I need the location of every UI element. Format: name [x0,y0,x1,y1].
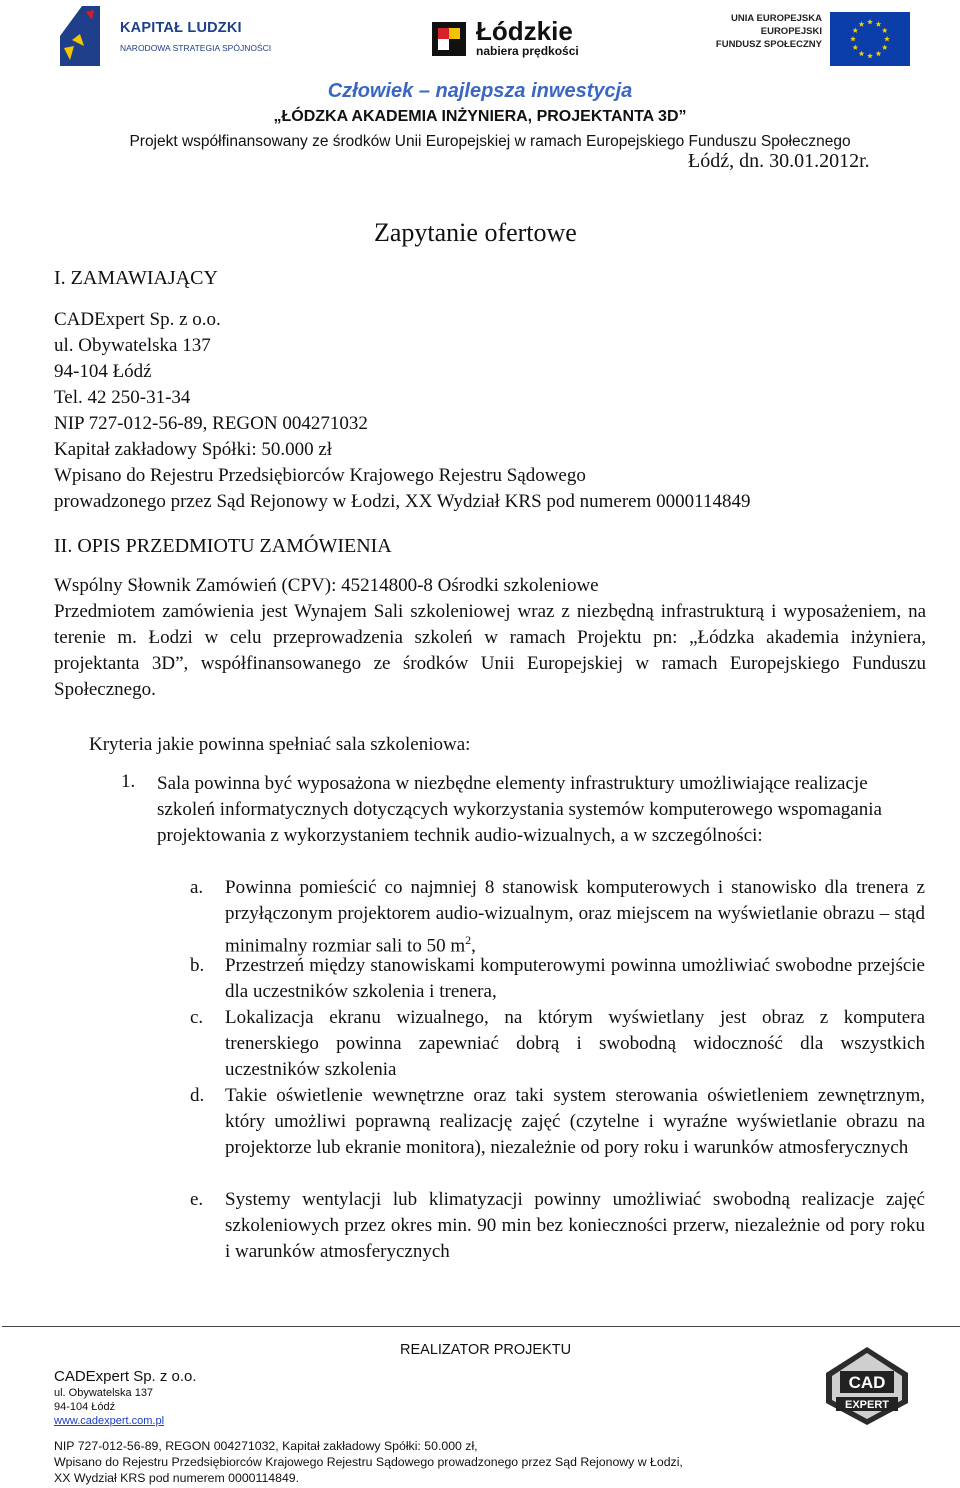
subitem-a-text [225,875,925,959]
eu-logo-text [712,12,822,51]
eu-flag-icon [830,12,910,66]
criteria-item-text: Sala powinna być wyposażona w niezbędne elementy infrastruktury umożliwiające realizacje szkoleń informatycznych dotyczących wykorzystania systemów komputerowego wspomagania projektowania z wykorzystaniem technik audio-wizualnych, a w szczególności: [157,773,882,846]
cad-logo-top-text: CAD [848,1373,886,1392]
subitem-b-letter: b. [190,955,205,976]
subitem-e-text: Systemy wentylacji lub klimatyzacji powinny umożliwiać swobodną realizacje zajęć szkoleniowych przez okres min. 90 min bez konieczności przerw, niezależnie od pory roku i warunków atmosferycznych [225,1189,925,1262]
footer-legal-line2: Wpisano do Rejestru Przedsiębiorców Krajowego Rejestru Sądowego prowadzonego przez Sąd Rejonowy w Łodzi, [54,1455,683,1469]
cofinancing-note: Projekt współfinansowany ze środków Unii Europejskiej w ramach Europejskiego Funduszu Społecznego [129,133,851,150]
eu-logo-line3: FUNDUSZ SPOŁECZNY [715,39,822,50]
footer-divider [2,1326,960,1327]
footer-website-link[interactable]: www.cadexpert.com.pl [54,1415,165,1427]
lodzkie-logo [432,18,592,58]
subitem-a-letter: a. [190,877,204,898]
subitem-a-superscript: 2 [465,933,472,947]
eu-logo [712,12,910,66]
order-description: Przedmiotem zamówienia jest Wynajem Sali szkoleniowej wraz z niezbędną infrastrukturą i wyposażeniem, na terenie m. Łodzi w celu przeprowadzenia szkoleń w ramach Projektu pn: „Łódzka akademia inżyniera, projektanta 3D”, współfinansowanego ze środków Unii Europejskiej w ramach Europejskiego Funduszu Społecznego. [54,601,926,700]
cad-expert-logo [822,1345,912,1427]
lodzkie-subtitle: nabiera prędkości [476,44,579,58]
contractor-capital: Kapitał zakładowy Spółki: 50.000 zł [54,439,333,460]
criteria-title: Kryteria jakie powinna spełniać sala szkoleniowa: [89,734,471,755]
criteria-item-number: 1. [121,771,136,792]
contractor-court: prowadzonego przez Sąd Rejonowy w Łodzi, XX Wydział KRS pod numerem 0000114849 [54,491,751,512]
footer-address [54,1368,197,1428]
cad-logo-bottom-text: EXPERT [844,1399,890,1411]
kapital-ludzki-emblem-icon [60,6,100,66]
project-name: „ŁÓDZKA AKADEMIA INŻYNIERA, PROJEKTANTA 3D” [273,108,687,125]
project-motto: Człowiek – najlepsza inwestycja [327,80,633,102]
footer-company: CADExpert Sp. z o.o. [54,1368,197,1385]
lodzkie-title: Łódzkie [476,16,573,46]
kapital-ludzki-logo [60,6,275,70]
subitem-c-text: Lokalizacja ekranu wizualnego, na którym wyświetlany jest obraz z komputera trenerskiego powinna zapewniać dobrą i swobodną widoczność dla wszystkich uczestników szkolenia [225,1007,925,1080]
subitem-b-text: Przestrzeń między stanowiskami komputerowymi powinna umożliwiać swobodne przejście dla uczestników szkolenia i trenera, [225,955,925,1002]
document-date: Łódź, dn. 30.01.2012r. [688,150,870,172]
footer-legal-line1: NIP 727-012-56-89, REGON 004271032, Kapitał zakładowy Spółki: 50.000 zł, [54,1439,478,1453]
contractor-phone: Tel. 42 250-31-34 [54,387,191,408]
subitem-d-text: Takie oświetlenie wewnętrzne oraz taki system sterowania oświetleniem zewnętrznym, który umożliwi poprawną realizację zajęć (czytelne i wyraźne wyświetlanie obrazu na projektorze lub ekranie monitora), niezależnie od pory roku i warunków atmosferycznych [225,1085,925,1158]
project-realizer-label: REALIZATOR PROJEKTU [400,1342,572,1358]
subitem-c-letter: c. [190,1007,204,1028]
cpv-code: Wspólny Słownik Zamówień (CPV): 45214800-8 Ośrodki szkoleniowe [54,575,599,596]
contractor-details [54,307,750,515]
kapital-ludzki-subtitle: NARODOWA STRATEGIA SPÓJNOŚCI [120,43,272,53]
footer-city: 94-104 Łódź [54,1401,116,1413]
eu-logo-line2: EUROPEJSKI [760,26,822,37]
footer-legal-line3: XX Wydział KRS pod numerem 0000114849. [54,1471,300,1485]
document-title: Zapytanie ofertowe [374,218,577,247]
contractor-name: CADExpert Sp. z o.o. [54,309,221,330]
contractor-register: Wpisano do Rejestru Przedsiębiorców Krajowego Rejestru Sądowego [54,465,586,486]
lodzkie-emblem-icon [432,22,466,56]
contractor-street: ul. Obywatelska 137 [54,335,211,356]
eu-logo-line1: UNIA EUROPEJSKA [731,13,822,24]
subitem-d-letter: d. [190,1085,205,1106]
contractor-nip-regon: NIP 727-012-56-89, REGON 004271032 [54,413,368,434]
kapital-ludzki-title: KAPITAŁ LUDZKI [120,20,242,36]
subitem-a-after: , [471,935,476,957]
section-1-heading: I. ZAMAWIAJĄCY [54,267,218,289]
footer-legal [54,1438,683,1486]
subitem-a-body: Powinna pomieścić co najmniej 8 stanowisk komputerowych i stanowisko dla trenera z przyłączonym projektorem audio-wizualnym, oraz miejscem na wyświetlanie obrazu – stąd minimalny rozmiar sali to 50 m [225,877,925,957]
section-2-heading: II. OPIS PRZEDMIOTU ZAMÓWIENIA [54,535,392,557]
footer-street: ul. Obywatelska 137 [54,1387,154,1399]
contractor-city: 94-104 Łódź [54,361,152,382]
subitem-e-letter: e. [190,1189,204,1210]
